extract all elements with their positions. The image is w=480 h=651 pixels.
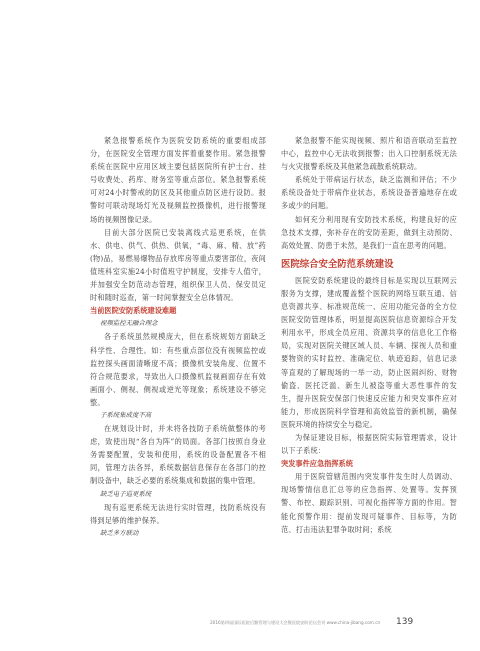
body-paragraph: 现有巡更系统无法进行实时管理，技防系统没有得到足够的维护保养。 (90, 502, 266, 525)
right-column (281, 134, 457, 536)
body-paragraph: 紧急报警不能实现视频、照片和语音联动至监控中心，监控中心无法收到报警；出入口控制系统无法与火灾报警系统及其他紧急疏散系统联动。 (281, 136, 457, 172)
body-paragraph: 为保证建设目标，根据医院实际管理需求，设计以下子系统： (281, 432, 457, 456)
body-paragraph: 各子系统虽然规模庞大，但在系统规划方面缺乏科学性、合理性。如：有些重点部位没有视频监控或监控探头画面清晰度不高；摄像机安装角度、位置不符合规范要求，导致出入口摄像机监视画面存在有效画面小、侧视、侧视或逆光等现象；系统建设不够完整。 (90, 332, 266, 407)
body-paragraph: 如何充分利用现有安防技术系统，构建良好的应急技术支撑，弥补存在的安防差距，做到主动预防、高效处置、防患于未然，是我们一直在思考的问题。 (281, 214, 457, 250)
page-number: 139 (396, 617, 414, 627)
subheading: 缺乏多方联动 (100, 528, 139, 537)
body-paragraph: 系统处于带病运行状态，缺乏监测和评估；不少系统设备处于带病作业状态，系统设备普遍地存在或多或少的问题。 (281, 175, 457, 211)
section-heading: 当前医院安防系统建设难题 (90, 306, 177, 316)
body-paragraph: 紧急报警系统作为医院安防系统的重要组成部分，在医院安全管理方面发挥着重要作用。紧急报警系统在医院中应用区域主要包括医院所有护士台、挂号收费处、药库、财务室等重点部位。紧急报警系统可对24小时警戒的防区及其他重点防区进行设防。报警时可联动现场灯光及视频监控摄像机，进行报警现场的视频图像记录。 (90, 136, 266, 224)
main-section-heading: 医院综合安全防范系统建设 (281, 258, 394, 270)
body-paragraph: 医院安防系统建设的最终目标是实现以互联网云服务为支撑，建成覆盖整个医院的网络互联互通、信息资源共享、标准规范统一、应用功能完备的全方位医院安防管理体系，明显提高医院信息资源综合开发利用水平，形成全员应用、资源共享的信息化工作格局，实现对医院关键区域人员、车辆、探视人员和重要物资的实时监控、准确定位、轨迹追踪，信息记录等直观的了解现场的一举一动，防止医闹纠纷、财物偷盗、医托泛滥、新生儿被盗等重大恶性事件的发生，提升医院安保部门快速反应能力和突发事件应对能力，形成医院科学管理和高效监管的新机制，确保医院环境的持续安全与稳定。 (281, 275, 457, 429)
footer-text: 2016第四届国际医院后勤管理与建设大会暨医院安防论坛会刊 www.china-jibang.com.cn (210, 620, 381, 625)
subheading: 子系统集成度不高 (100, 410, 152, 419)
body-paragraph: 用于医院管辖范围内突发事件发生时人员调动、现场警情信息汇总等的应急指挥、处置等。发挥预警、布控、跟踪识别、可视化指挥等方面的作用。智能化预警作用：提前发现可疑事件、目标等，为防范、打击违法犯罪争取时间；系统 (281, 472, 457, 534)
body-paragraph: 在规划设计时，并未将各技防子系统做整体的考虑，致使出现“各自为阵”的局面。各部门按照自身业务需要配置，安装和使用，系统的设备配置各不相同，管理方法各异，系统数据信息保存在各部门的控制设备中，缺乏必要的系统集成和数据的集中管理。 (90, 424, 266, 486)
left-column (90, 134, 266, 540)
subheading: 缺乏电子巡更系统 (100, 489, 152, 498)
section-heading: 突发事件应急指挥系统 (281, 459, 353, 469)
body-paragraph: 目前大部分医院已安装离线式巡更系统，在供水、供电、供气、供热、供氧，“毒、麻、精、放”药(物)品，易燃易爆物品存放库房等重点要害部位，夜间值班科室实施24小时值班守护制度，安排专人值守，并加强安全防范动态管理，组织保卫人员、保安员定时和随时巡查，第一时间掌握安全总体情况。 (90, 227, 266, 303)
subheading: 视频监控无融合理念 (100, 319, 158, 328)
